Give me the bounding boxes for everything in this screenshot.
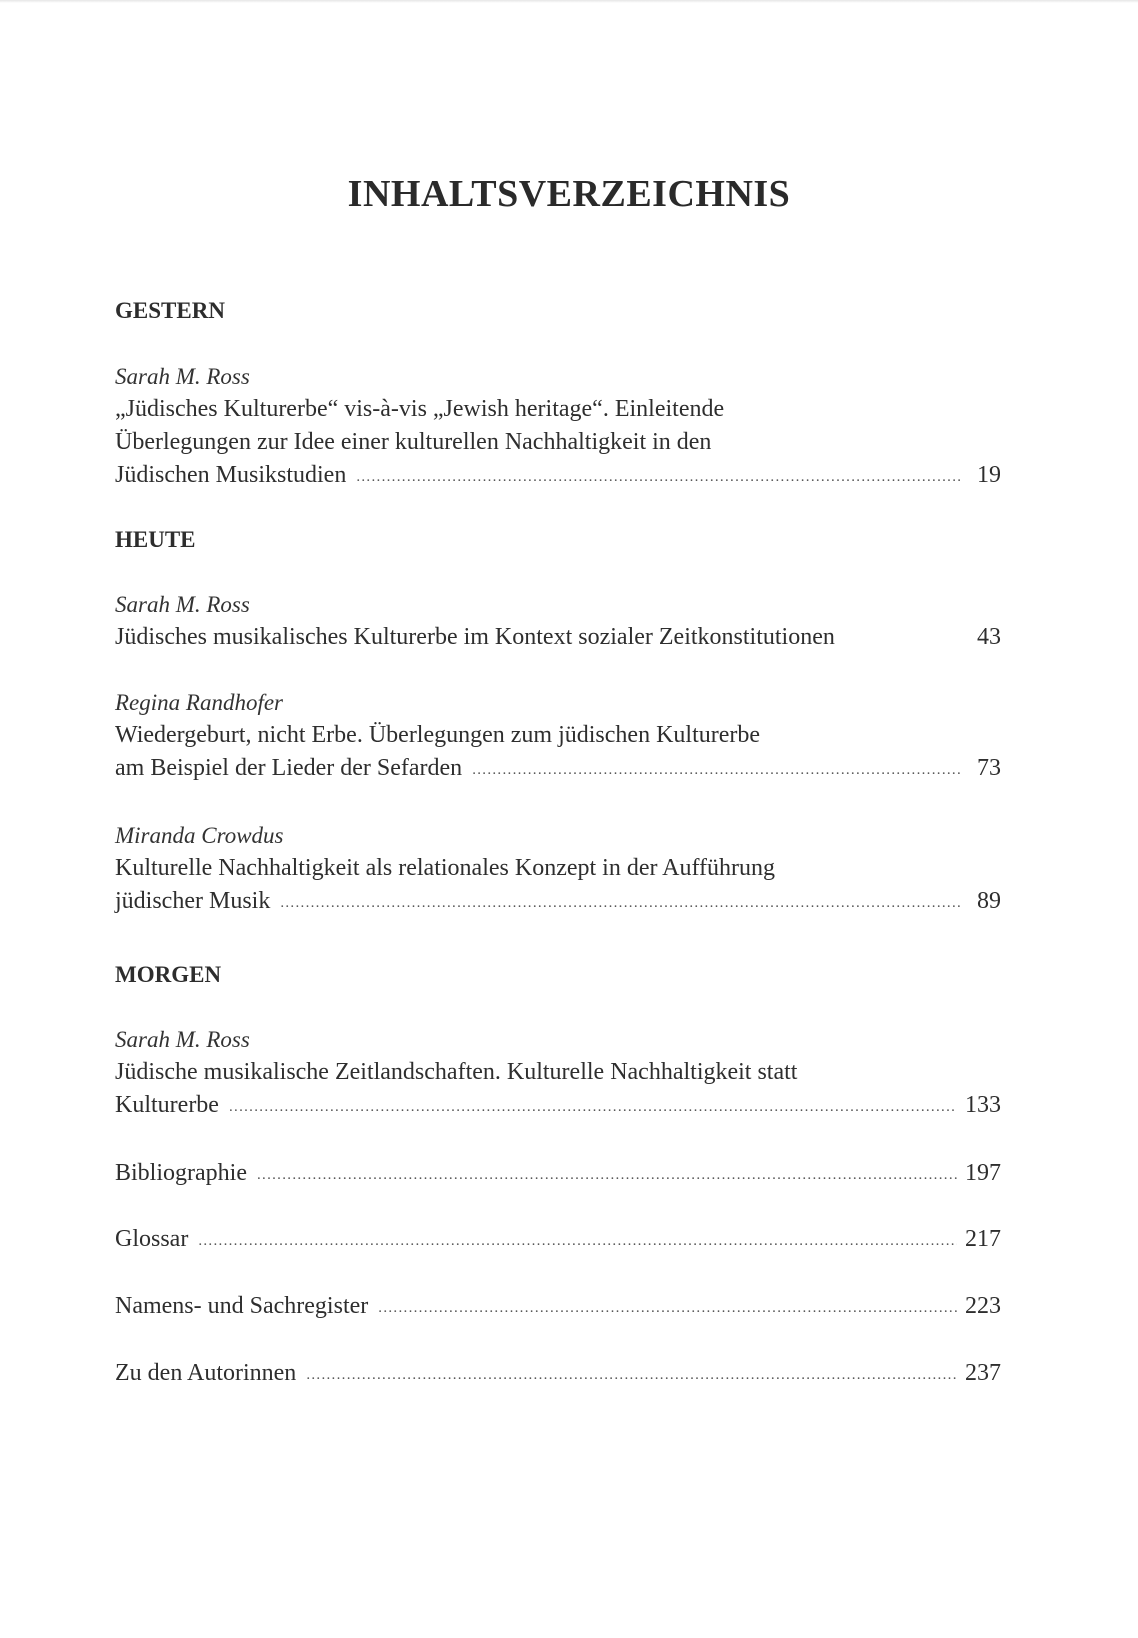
entry-title-line: Jüdische musikalische Zeitlandschaften. Kulturelle Nachhaltigkeit statt bbox=[115, 1059, 798, 1085]
dot-leader bbox=[472, 762, 963, 779]
page-number: 73 bbox=[977, 755, 1001, 781]
entry-author: Sarah M. Ross bbox=[115, 364, 250, 389]
entry-title-line: Namens- und Sachregister bbox=[115, 1293, 369, 1319]
entry-author: Sarah M. Ross bbox=[115, 1027, 250, 1052]
entry-title-line: Zu den Autorinnen bbox=[115, 1360, 297, 1386]
toc-entry-5[interactable] bbox=[115, 1092, 1001, 1119]
page-number: 223 bbox=[965, 1293, 1001, 1319]
scan-edge bbox=[0, 0, 1138, 3]
toc-entry-bibliographie[interactable] bbox=[115, 1160, 1001, 1187]
toc-entry-4[interactable] bbox=[115, 888, 1001, 915]
entry-title-line: Jüdischen Musikstudien bbox=[115, 462, 347, 488]
entry-author: Sarah M. Ross bbox=[115, 592, 250, 617]
entry-title-line: Bibliographie bbox=[115, 1160, 247, 1186]
dot-leader bbox=[378, 1300, 957, 1317]
page-title: INHALTSVERZEICHNIS bbox=[347, 173, 791, 215]
dot-leader bbox=[198, 1233, 957, 1250]
toc-entry-1[interactable] bbox=[115, 462, 1001, 489]
entry-title-line: Wiedergeburt, nicht Erbe. Überlegungen zum jüdischen Kulturerbe bbox=[115, 722, 761, 748]
entry-author: Regina Randhofer bbox=[115, 690, 283, 715]
section-heading-gestern: GESTERN bbox=[115, 298, 225, 323]
page-number: 217 bbox=[965, 1226, 1001, 1252]
page-number: 43 bbox=[977, 624, 1001, 650]
entry-title-line: Glossar bbox=[115, 1226, 189, 1252]
dot-leader bbox=[306, 1367, 957, 1384]
dot-leader bbox=[356, 469, 963, 486]
entry-title-line: jüdischer Musik bbox=[115, 888, 271, 914]
toc-entry-glossar[interactable] bbox=[115, 1226, 1001, 1253]
entry-author: Miranda Crowdus bbox=[115, 823, 284, 848]
entry-title-line: am Beispiel der Lieder der Sefarden bbox=[115, 755, 463, 781]
entry-title-line: „Jüdisches Kulturerbe“ vis-à-vis „Jewish heritage“. Einleitende bbox=[115, 396, 725, 422]
toc-entry-2[interactable] bbox=[115, 624, 1001, 651]
page-number: 197 bbox=[965, 1160, 1001, 1186]
dot-leader bbox=[229, 1099, 957, 1116]
toc-entry-3[interactable] bbox=[115, 755, 1001, 782]
entry-title-line: Kulturerbe bbox=[115, 1092, 219, 1118]
entry-title-line: Kulturelle Nachhaltigkeit als relationales Konzept in der Aufführung bbox=[115, 855, 776, 881]
page-number: 19 bbox=[977, 462, 1001, 488]
page-number: 237 bbox=[965, 1360, 1001, 1386]
dot-leader bbox=[280, 895, 963, 912]
dot-leader bbox=[257, 1167, 957, 1184]
toc-entry-autorinnen[interactable] bbox=[115, 1360, 1001, 1387]
section-heading-morgen: MORGEN bbox=[115, 962, 222, 987]
entry-title-line: Jüdisches musikalisches Kulturerbe im Kontext sozialer Zeitkonstitutionen bbox=[115, 624, 835, 650]
page-number: 133 bbox=[965, 1092, 1001, 1118]
toc-entry-register[interactable] bbox=[115, 1293, 1001, 1320]
page-number: 89 bbox=[977, 888, 1001, 914]
entry-title-line: Überlegungen zur Idee einer kulturellen Nachhaltigkeit in den bbox=[115, 429, 712, 455]
section-heading-heute: HEUTE bbox=[115, 527, 196, 552]
